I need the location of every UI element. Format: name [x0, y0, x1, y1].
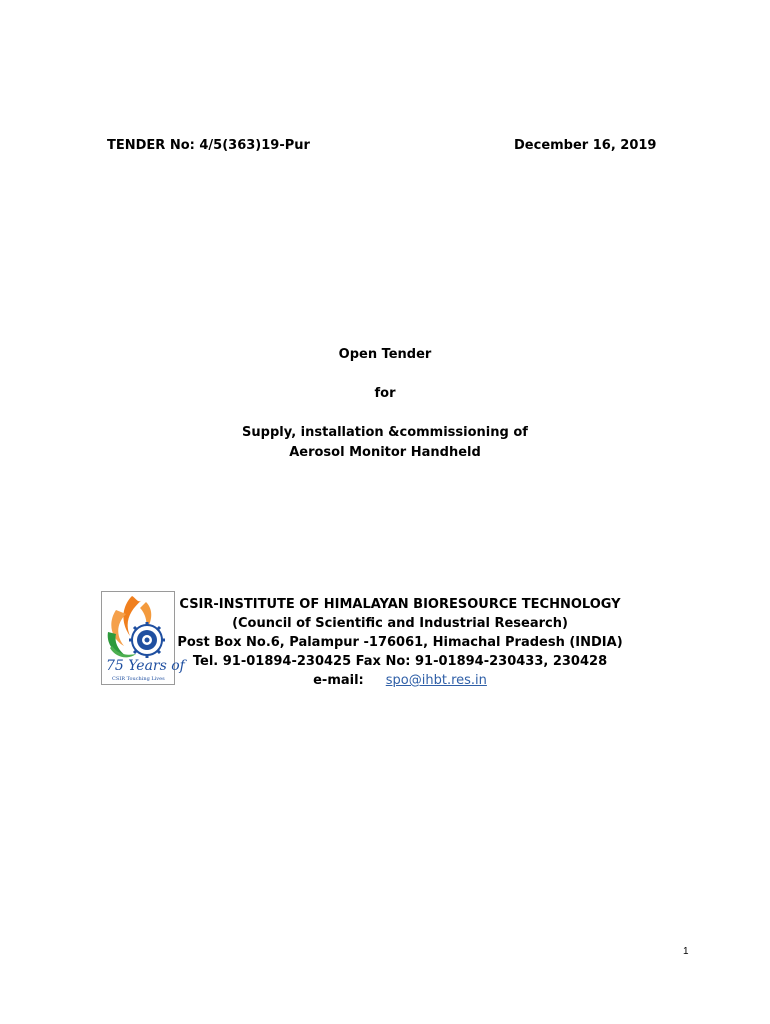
logo-75-years-text: 75 Years of — [106, 658, 185, 674]
tender-date: December 16, 2019 — [514, 138, 657, 153]
title-subject-line2: Aerosol Monitor Handheld — [289, 445, 481, 460]
institute-address: Post Box No.6, Palampur -176061, Himachal Pradesh (INDIA) — [177, 635, 623, 650]
institute-email-line — [170, 671, 630, 690]
page-number: 1 — [683, 946, 689, 957]
title-subject — [0, 423, 770, 463]
email-label: e-mail: — [313, 673, 364, 688]
title-for: for — [374, 386, 396, 401]
logo-tagline-text: CSIR Touching Lives — [112, 676, 165, 682]
institute-phone: Tel. 91-01894-230425 Fax No: 91-01894-230433, 230428 — [192, 654, 608, 669]
institute-name: CSIR-INSTITUTE OF HIMALAYAN BIORESOURCE TECHNOLOGY — [179, 597, 621, 612]
csir-75-years-logo — [101, 591, 185, 685]
institute-address-block — [170, 595, 630, 690]
title-subject-line1: Supply, installation &commissioning of — [242, 425, 528, 440]
tender-number: TENDER No: 4/5(363)19-Pur — [107, 138, 310, 153]
title-open-tender: Open Tender — [338, 347, 432, 362]
email-link[interactable]: spo@ihbt.res.in — [385, 673, 487, 688]
institute-parent: (Council of Scientific and Industrial Research) — [232, 616, 568, 631]
logo-graphic — [102, 592, 185, 684]
